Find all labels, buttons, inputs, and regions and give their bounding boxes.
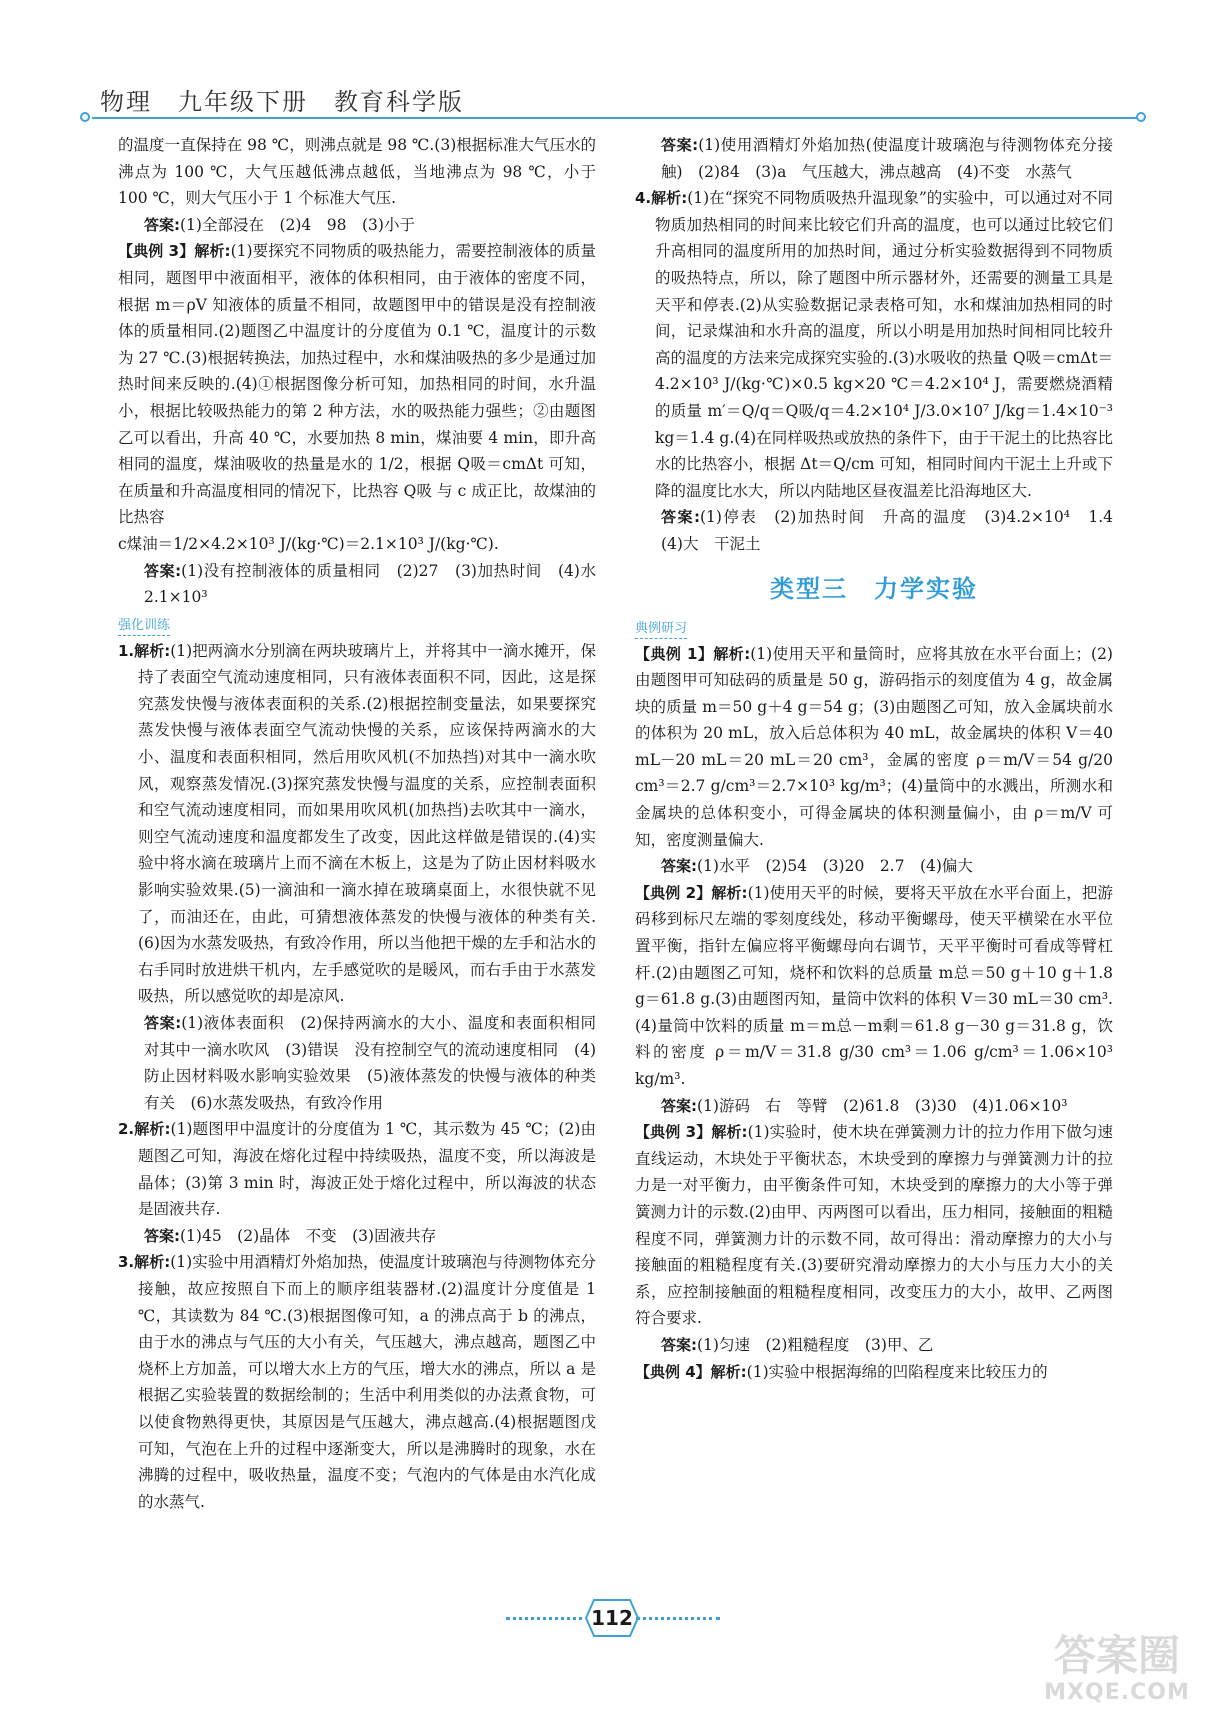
footer-dots-right	[636, 1617, 720, 1620]
paragraph	[635, 132, 1113, 185]
paragraph	[635, 1332, 1113, 1359]
paragraph-keyword: 3.解析:	[118, 1253, 171, 1272]
page-number: 112	[591, 1606, 633, 1630]
paragraph-text: (1)使用酒精灯外焰加热(使温度计玻璃泡与待测物体充分接触) (2)84 (3)a 气压越大，沸点越高 (4)不变 水蒸气	[661, 136, 1113, 181]
footer-dots-left	[506, 1617, 590, 1620]
watermark-logo	[1032, 1632, 1202, 1712]
header-rule-start-dot	[80, 112, 90, 122]
paragraph-text: (1)实验中用酒精灯外焰加热，使温度计玻璃泡与待测物体充分接触，故应按照自下而上的顺序组装器材.(2)温度计分度值是 1 ℃，其读数为 84 ℃.(3)根据图像可知，a 的沸点高于 b 的沸点，由于水的沸点与气压的大小有关，气压越大，沸点越高，题图乙中烧杯上方加盖，可以增大水上方的气压，增大水的沸点，所以 a 是根据乙实验装置的数据绘制的；生活中利用类似的办法煮食物，可以使食物熟得更快，其原因是气压越大，沸点越高.(4)根据题图戊可知，气泡在上升的过程中逐渐变大，所以是沸腾时的现象，水在沸腾的过程中，吸收热量，温度不变；气泡内的气体是由水汽化成的水蒸气.	[138, 1253, 596, 1511]
header-rule	[92, 117, 1140, 119]
paragraph	[635, 185, 1113, 504]
paragraph	[635, 1359, 1113, 1386]
watermark-line1: 答案圈	[1053, 1631, 1180, 1680]
paragraph-text: (1)液体表面积 (2)保持两滴水的大小、温度和表面积相同 对其中一滴水吹风 (3)错误 没有控制空气的流动速度相同 (4)防止因材料吸水影响实验效果 (5)液体蒸发的快慢与液体的种类有关 (6)水蒸发吸热，有致冷作用	[144, 1014, 612, 1112]
paragraph-text: (1)游码 右 等臂 (2)61.8 (3)30 (4)1.06×10³	[697, 1096, 1068, 1115]
paragraph-keyword: 2.解析:	[118, 1120, 171, 1139]
paragraph-text: (1)匀速 (2)粗糙程度 (3)甲、乙	[697, 1335, 934, 1354]
paragraph-keyword: 【典例 2】解析:	[635, 883, 748, 902]
section-label: 典例研习	[635, 620, 687, 639]
paragraph-keyword: 答案:	[661, 508, 700, 527]
paragraph-keyword: 答案:	[144, 561, 182, 580]
paragraph	[635, 853, 1113, 880]
paragraph-keyword: 【典例 4】解析:	[635, 1362, 747, 1381]
left-column	[118, 132, 612, 1515]
paragraph-text: (1)要探究不同物质的吸热能力，需要控制液体的质量相同，题图甲中液面相平，液体的体积相同，由于液体的密度不同，根据 m＝ρV 知液体的质量不相同，故题图甲中的错误是没有控制液体的质量相同.(2)题图乙中温度计的分度值为 0.1 ℃，温度计的示数为 27 ℃.(3)根据转换法，加热过程中，水和煤油吸热的多少是通过加热时间来反映的.(4)①根据图像分析可知，加热相同的时间，水升温小，根据比较吸热能力的第 2 种方法，水的吸热能力强些；②由题图乙可以看出，升高 40 ℃，水要加热 8 min，煤油要 4 min，即升高相同的温度，煤油吸收的热量是水的 1/2，根据 Q吸＝cmΔt 可知，在质量和升高温度相同的情况下，比热容 Q吸 与 c 成正比，故煤油的比热容	[118, 242, 596, 527]
section-label: 强化训练	[118, 617, 170, 636]
page-header-title: 物理 九年级下册 教育科学版	[100, 88, 464, 116]
paragraph-text: (1)水平 (2)54 (3)20 2.7 (4)偏大	[697, 857, 973, 876]
paragraph-text: (1)在“探究不同物质吸热升温现象”的实验中，可以通过对不同物质加热相同的时间来比较它们升高的温度，也可以通过比较它们升高相同的温度所用的加热时间，通过分析实验数据得到不同物质的吸热特点，所以，除了题图中所示器材外，还需要的测量工具是天平和停表.(2)从实验数据记录表格可知，水和煤油加热相同的时间，记录煤油和水升高的温度，所以小明是用加热时间相同比较升高的温度的方法来完成探究实验的.(3)水吸收的热量 Q吸＝cmΔt＝4.2×10³ J/(kg·℃)×0.5 kg×20 ℃＝4.2×10⁴ J，需要燃烧酒精的质量 m′＝Q/q＝Q吸/q＝4.2×10⁴ J/3.0×10⁷ J/kg＝1.4×10⁻³ kg＝1.4 g.(4)在同样吸热或放热的条件下，由于干泥土的比热容比水的比热容小，根据 Δt＝Q/cm 可知，相同时间内干泥土上升或下降的温度比水大，所以内陆地区昼夜温差比沿海地区大.	[655, 189, 1114, 500]
paragraph-keyword: 1.解析:	[118, 641, 171, 660]
paragraph-keyword: 【典例 3】解析:	[635, 1123, 748, 1142]
header-rule-end-dot	[1136, 112, 1146, 122]
paragraph-keyword: 答案:	[144, 215, 180, 234]
paragraph-keyword: 答案:	[661, 1096, 697, 1115]
paragraph-keyword: 答案:	[144, 1014, 182, 1032]
paragraph-keyword: 答案:	[661, 136, 699, 154]
paragraph	[118, 1010, 612, 1116]
paragraph-text: 的温度一直保持在 98 ℃，则沸点就是 98 ℃.(3)根据标准大气压水的沸点为 100 ℃，大气压越低沸点越低，当地沸点为 98 ℃，小于 100 ℃，则大气压小于 1 个标准大气压.	[118, 136, 596, 208]
paragraph	[635, 641, 1113, 854]
paragraph	[635, 1093, 1113, 1120]
paragraph-text: (1)题图甲中温度计的分度值为 1 ℃，其示数为 45 ℃；(2)由题图乙可知，海波在熔化过程中持续吸热，温度不变，所以海波是晶体；(3)第 3 min 时，海波正处于熔化过程中，所以海波的状态是固液共存.	[138, 1120, 596, 1219]
paragraph-text: (1)停表 (2)加热时间 升高的温度 (3)4.2×10⁴ 1.4 (4)大 干泥土	[661, 508, 1129, 553]
paragraph-text: (1)实验时，使木块在弹簧测力计的拉力作用下做匀速直线运动，木块处于平衡状态，木块受到的摩擦力与弹簧测力计的拉力是一对平衡力，由平衡条件可知，木块受到的摩擦力的大小等于弹簧测力计的示数.(2)由甲、丙两图可以看出，压力相同，接触面的粗糙程度不同，弹簧测力计的示数不同，故可得出：滑动摩擦力的大小与接触面的粗糙程度有关.(3)要研究滑动摩擦力的大小与压力大小的关系，应控制接触面的粗糙程度相同，改变压力的大小，故甲、乙两图符合要求.	[635, 1123, 1113, 1328]
paragraph-text: (1)使用天平的时候，要将天平放在水平台面上，把游码移到标尺左端的零刻度线处，移动平衡螺母，使天平横梁在水平位置平衡，指针左偏应将平衡螺母向右调节，天平平衡时可看成等臂杠杆.(2)由题图乙可知，烧杯和饮料的总质量 m总＝50 g＋10 g＋1.8 g＝61.8 g.(3)由题图丙知，量筒中饮料的体积 V＝30 mL＝30 cm³.(4)量筒中饮料的质量 m＝m总－m剩＝61.8 g－30 g＝31.8 g，饮料的密度 ρ＝m/V＝31.8 g/30 cm³＝1.06 g/cm³＝1.06×10³ kg/m³.	[635, 883, 1113, 1088]
paragraph	[635, 1119, 1113, 1332]
paragraph	[635, 880, 1113, 1093]
watermark-line2: MXQE.COM	[1044, 1680, 1190, 1705]
paragraph	[118, 531, 596, 558]
paragraph-keyword: 【典例 1】解析:	[635, 644, 751, 663]
paragraph-keyword: 【典例 3】解析:	[118, 242, 231, 261]
paragraph	[118, 638, 596, 1010]
paragraph	[118, 132, 596, 212]
paragraph-text: (1)使用天平和量筒时，应将其放在水平台面上；(2)由题图甲可知砝码的质量是 50 g，游码指示的刻度值为 4 g，故金属块的质量 m＝50 g＋4 g＝54 g；(3)由题图乙可知，放入金属块前水的体积为 20 mL，放入后总体积为 40 mL，故金属块的体积 V＝40 mL－20 mL＝20 mL＝20 cm³，金属的密度 ρ＝m/V＝54 g/20 cm³＝2.7 g/cm³＝2.7×10³ kg/m³；(4)量筒中的水溅出，所测水和金属块的总体积变小，可得金属块的体积测量偏小，由 ρ＝m/V 可知，密度测量偏大.	[635, 644, 1113, 849]
section-title: 类型三 力学实验	[770, 574, 978, 603]
paragraph-text: c煤油＝1/2×4.2×10³ J/(kg·℃)＝2.1×10³ J/(kg·℃).	[118, 534, 499, 553]
paragraph	[118, 238, 596, 531]
paragraph-text: (1)实验中根据海绵的凹陷程度来比较压力的	[746, 1362, 1048, 1381]
paragraph	[635, 504, 1129, 557]
paragraph-keyword: 答案:	[661, 1335, 697, 1354]
paragraph-text: (1)把两滴水分别滴在两块玻璃片上，并将其中一滴水摊开，保持了表面空气流动速度相同，只有液体表面积不同，因此，这是探究蒸发快慢与液体表面积的关系.(2)根据控制变量法，如果要探究蒸发快慢与液体表面空气流动快慢的关系，应该保持两滴水的大小、温度和表面积相同，然后用吹风机(不加热挡)对其中一滴水吹风，观察蒸发情况.(3)探究蒸发快慢与温度的关系，应控制表面积和空气流动速度相同，而如果用吹风机(加热挡)去吹其中一滴水，则空气流动速度和温度都发生了改变，因此这样做是错误的.(4)实验中将水滴在玻璃片上而不滴在木板上，这是为了防止因材料吸水影响实验效果.(5)一滴油和一滴水掉在玻璃桌面上，水很快就不见了，而油还在，由此，可猜想液体蒸发的快慢与液体的种类有关.(6)因为水蒸发吸热，有致冷作用，所以当他把干燥的左手和沾水的右手同时放进烘干机内，左手感觉吹的是暖风，而右手由于水蒸发吸热，所以感觉吹的却是凉风.	[138, 641, 596, 1006]
paragraph-keyword: 答案:	[144, 1226, 180, 1245]
right-column	[635, 132, 1129, 1385]
paragraph-text: (1)没有控制液体的质量相同 (2)27 (3)加热时间 (4)水 2.1×10³	[144, 561, 612, 607]
paragraph	[118, 1223, 596, 1250]
paragraph	[118, 1249, 596, 1515]
paragraph	[118, 558, 612, 611]
paragraph-text: (1)45 (2)晶体 不变 (3)固液共存	[180, 1226, 437, 1245]
paragraph	[118, 212, 596, 239]
paragraph-keyword: 答案:	[661, 857, 697, 876]
paragraph-text: (1)全部浸在 (2)4 98 (3)小于	[180, 215, 415, 234]
paragraph-keyword: 4.解析:	[635, 189, 688, 208]
paragraph	[118, 1116, 596, 1222]
